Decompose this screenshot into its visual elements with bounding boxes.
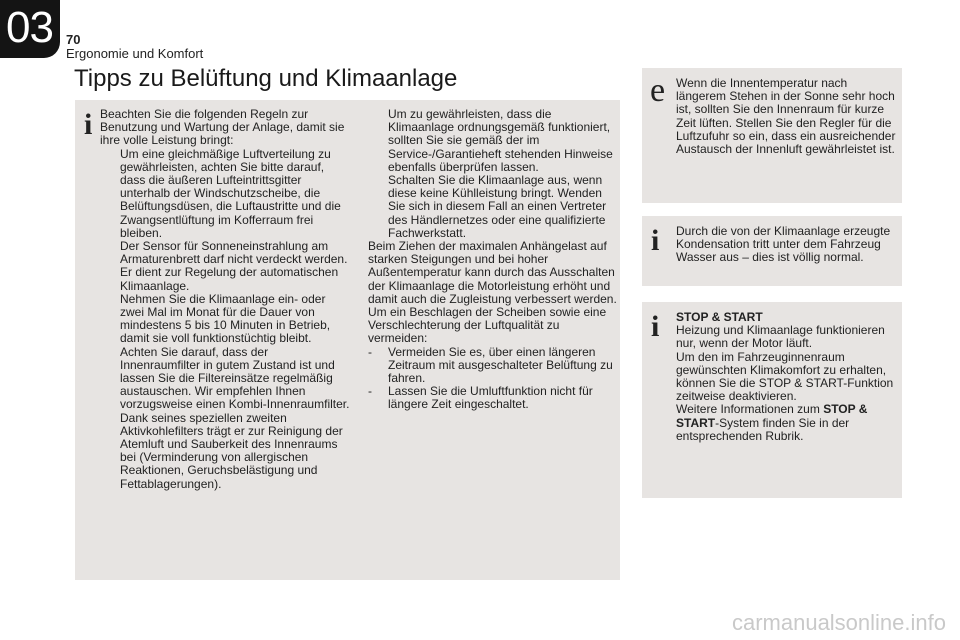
- tip-text: Wenn die Innentemperatur nach längerem Stehen in der Sonne sehr hoch ist, sollten Sie den Innenraum für kurze Zeit lüften. Stellen Sie den Regler für die Luftzufuhr so ein, dass ein ausreichender Austausch der Innenluft gewährleistet ist.: [676, 76, 896, 157]
- list-item-text: Um zu gewährleisten, dass die Klimaanlage ordnungsgemäß funktioniert, sollten Sie sie gemäß der im Service-/Garantieheft stehenden Hinweise ebenfalls überprüfen lassen.: [388, 107, 613, 174]
- stop-start-line1: Heizung und Klimaanlage funktionieren nur, wenn der Motor läuft.: [676, 323, 885, 351]
- list-item-text: Um eine gleichmäßige Luftverteilung zu gewährleisten, achten Sie bitte darauf, dass die äußeren Lufteintrittsgitter unterhalb der Windschutzscheibe, die Belüftungsdüsen, die Luftaustritte und die Zwangsentlüftung im Kofferraum frei bleiben.: [120, 146, 341, 240]
- list-item: [368, 346, 618, 386]
- stop-start-line3: [676, 403, 900, 443]
- page-number: 70: [66, 32, 81, 47]
- list-item-text: Der Sensor für Sonneneinstrahlung am Armaturenbrett darf nicht verdeckt werden. Er dient zur Regelung der automatischen Klimaanlage.: [120, 239, 348, 293]
- list-item: [100, 148, 350, 240]
- list-item: [368, 108, 618, 174]
- chapter-title: Ergonomie und Komfort: [66, 46, 204, 61]
- list-item: [368, 385, 618, 411]
- page-title: Tipps zu Belüftung und Klimaanlage: [74, 65, 458, 92]
- fog-intro-text: Um ein Beschlagen der Scheiben sowie eine Verschlechterung der Luftqualität zu vermeiden:: [368, 305, 607, 346]
- list-item-text: Nehmen Sie die Klimaanlage ein- oder zwei Mal im Monat für die Dauer von mindestens 5 bis 10 Minuten in Betrieb, damit sie voll funktionstüchtig bleibt.: [120, 291, 331, 346]
- stop-start-line2: Um den im Fahrzeuginnenraum gewünschten Klimakomfort zu erhalten, können Sie die STOP & START-Funktion zeitweise deaktivieren.: [676, 349, 894, 404]
- stop-start-text: [676, 311, 900, 443]
- bullet-list-left: [100, 148, 350, 491]
- watermark: carmanualsonline.info: [731, 610, 946, 635]
- chapter-number: 03: [6, 3, 53, 52]
- bullet-list-right: [368, 108, 618, 240]
- stop-start-line3-bold: STOP & START: [676, 402, 868, 430]
- tip-icon: e: [650, 72, 666, 109]
- info-icon: i: [651, 310, 660, 343]
- info-icon: i: [651, 224, 660, 257]
- list-item: [100, 346, 350, 491]
- list-item: [100, 293, 350, 346]
- stop-start-line3-suffix: -System finden Sie in der entsprechenden Rubrik.: [676, 415, 850, 443]
- main-column-left: [100, 108, 350, 491]
- intro-text: Beachten Sie die folgenden Regeln zur Benutzung und Wartung der Anlage, damit sie ihre volle Leistung bringt:: [100, 107, 345, 148]
- list-item: [100, 240, 350, 293]
- dash-icon: -: [368, 344, 372, 359]
- list-item: [368, 174, 618, 240]
- stop-start-line3-prefix: Weitere Informationen zum: [676, 402, 824, 417]
- tip-box-ventilation: [642, 68, 902, 203]
- dash-list: [368, 346, 618, 412]
- list-item-text: Vermeiden Sie es, über einen längeren Zeitraum mit ausgeschalteter Belüftung zu fahren.: [388, 344, 613, 386]
- list-item-text: Schalten Sie die Klimaanlage aus, wenn diese keine Kühlleistung bringt. Wenden Sie sich in diesem Fall an einen Vertreter des Händlernetzes oder eine qualifizierte Fachwerkstatt.: [388, 173, 607, 240]
- list-item-text: Lassen Sie die Umluftfunktion nicht für längere Zeit eingeschaltet.: [388, 384, 593, 412]
- info-box-condensation: [642, 216, 902, 286]
- info-box-stop-start: [642, 302, 902, 498]
- stop-start-heading: STOP & START: [676, 310, 763, 324]
- main-column-right: [368, 108, 618, 412]
- list-item-text: Achten Sie darauf, dass der Innenraumfilter in gutem Zustand ist und lassen Sie die Filtereinsätze regelmäßig austauschen. Wir empfehlen Ihnen vorzugsweise einen Kombi-Innenraumfilter. Dank seines speziellen zweiten Aktivkohlefilters trägt er zur Reinigung der Atemluft und Sauberkeit des Innenraums bei (Verminderung von allergischen Reaktionen, Geruchsbelästigung und Fettablagerungen).: [120, 344, 350, 491]
- dash-icon: -: [368, 384, 372, 399]
- chapter-tab: [0, 0, 60, 58]
- info-icon: i: [84, 108, 93, 141]
- towing-text: Beim Ziehen der maximalen Anhängelast auf starken Steigungen und bei hoher Außentemperatur kann durch das Ausschalten der Klimaanlage die Motorleistung erhöht und damit auch die Zugleistung verbessert werden.: [368, 239, 617, 306]
- condensation-text: Durch die von der Klimaanlage erzeugte Kondensation tritt unter dem Fahrzeug Wasser aus – dies ist völlig normal.: [676, 224, 891, 265]
